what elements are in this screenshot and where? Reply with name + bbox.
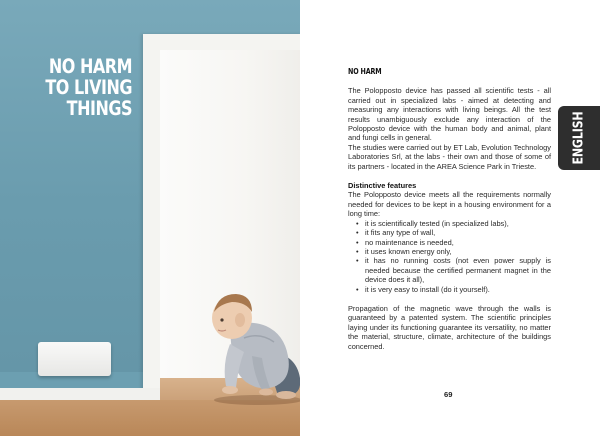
list-item: • it is very easy to install (do it yourself). bbox=[356, 285, 551, 294]
language-tab-label: ENGLISH bbox=[571, 111, 587, 165]
photo-title-line-1: NO HARM bbox=[48, 55, 132, 78]
photo-title-line-2: TO LIVING bbox=[45, 76, 132, 99]
article-body bbox=[348, 67, 551, 351]
polopposto-device bbox=[38, 342, 111, 376]
text-page bbox=[300, 0, 600, 436]
photo-title bbox=[34, 56, 132, 119]
list-item: • it is scientifically tested (in specialized labs), bbox=[356, 219, 551, 228]
paragraph-studies: The studies were carried out by ET Lab, Evolution Technology Laboratories Srl, at the labs - their own and those of some of its partners - located in the AREA Science Park in Trieste. bbox=[348, 142, 551, 171]
distinctive-features-heading: Distinctive features bbox=[348, 181, 417, 191]
paragraph-tests: The Polopposto device has passed all scientific tests - all carried out in specialized labs - aimed at detecting and measuring any interactions with living beings. All the test results unambiguously exclude any interaction of the Polopposto device with the human body and animal, plant and fungi cells in general. bbox=[348, 86, 551, 143]
features-list bbox=[356, 219, 551, 294]
page-number: 69 bbox=[444, 390, 453, 399]
features-intro: The Polopposto device meets all the requirements normally needed for devices to be kept in a housing environment for a long time: bbox=[348, 190, 551, 219]
list-item: • it fits any type of wall, bbox=[356, 228, 551, 237]
list-item: • no maintenance is needed, bbox=[356, 238, 551, 247]
list-item: • it uses known energy only, bbox=[356, 247, 551, 256]
list-item: • it has no running costs (not even power supply is needed because the certified permanent magnet in the device does it all), bbox=[356, 256, 551, 284]
crawling-baby-illustration bbox=[200, 282, 300, 406]
article-heading: NO HARM bbox=[348, 67, 382, 76]
photo-title-line-3: THINGS bbox=[66, 97, 132, 120]
paragraph-propagation: Propagation of the magnetic wave through the walls is guaranteed by a patented system. The scientific principles laying under its functioning guarantee its versatility, no matter the material, structure, climate, architecture of the buildings concerned. bbox=[348, 303, 551, 351]
language-tab bbox=[558, 106, 600, 170]
